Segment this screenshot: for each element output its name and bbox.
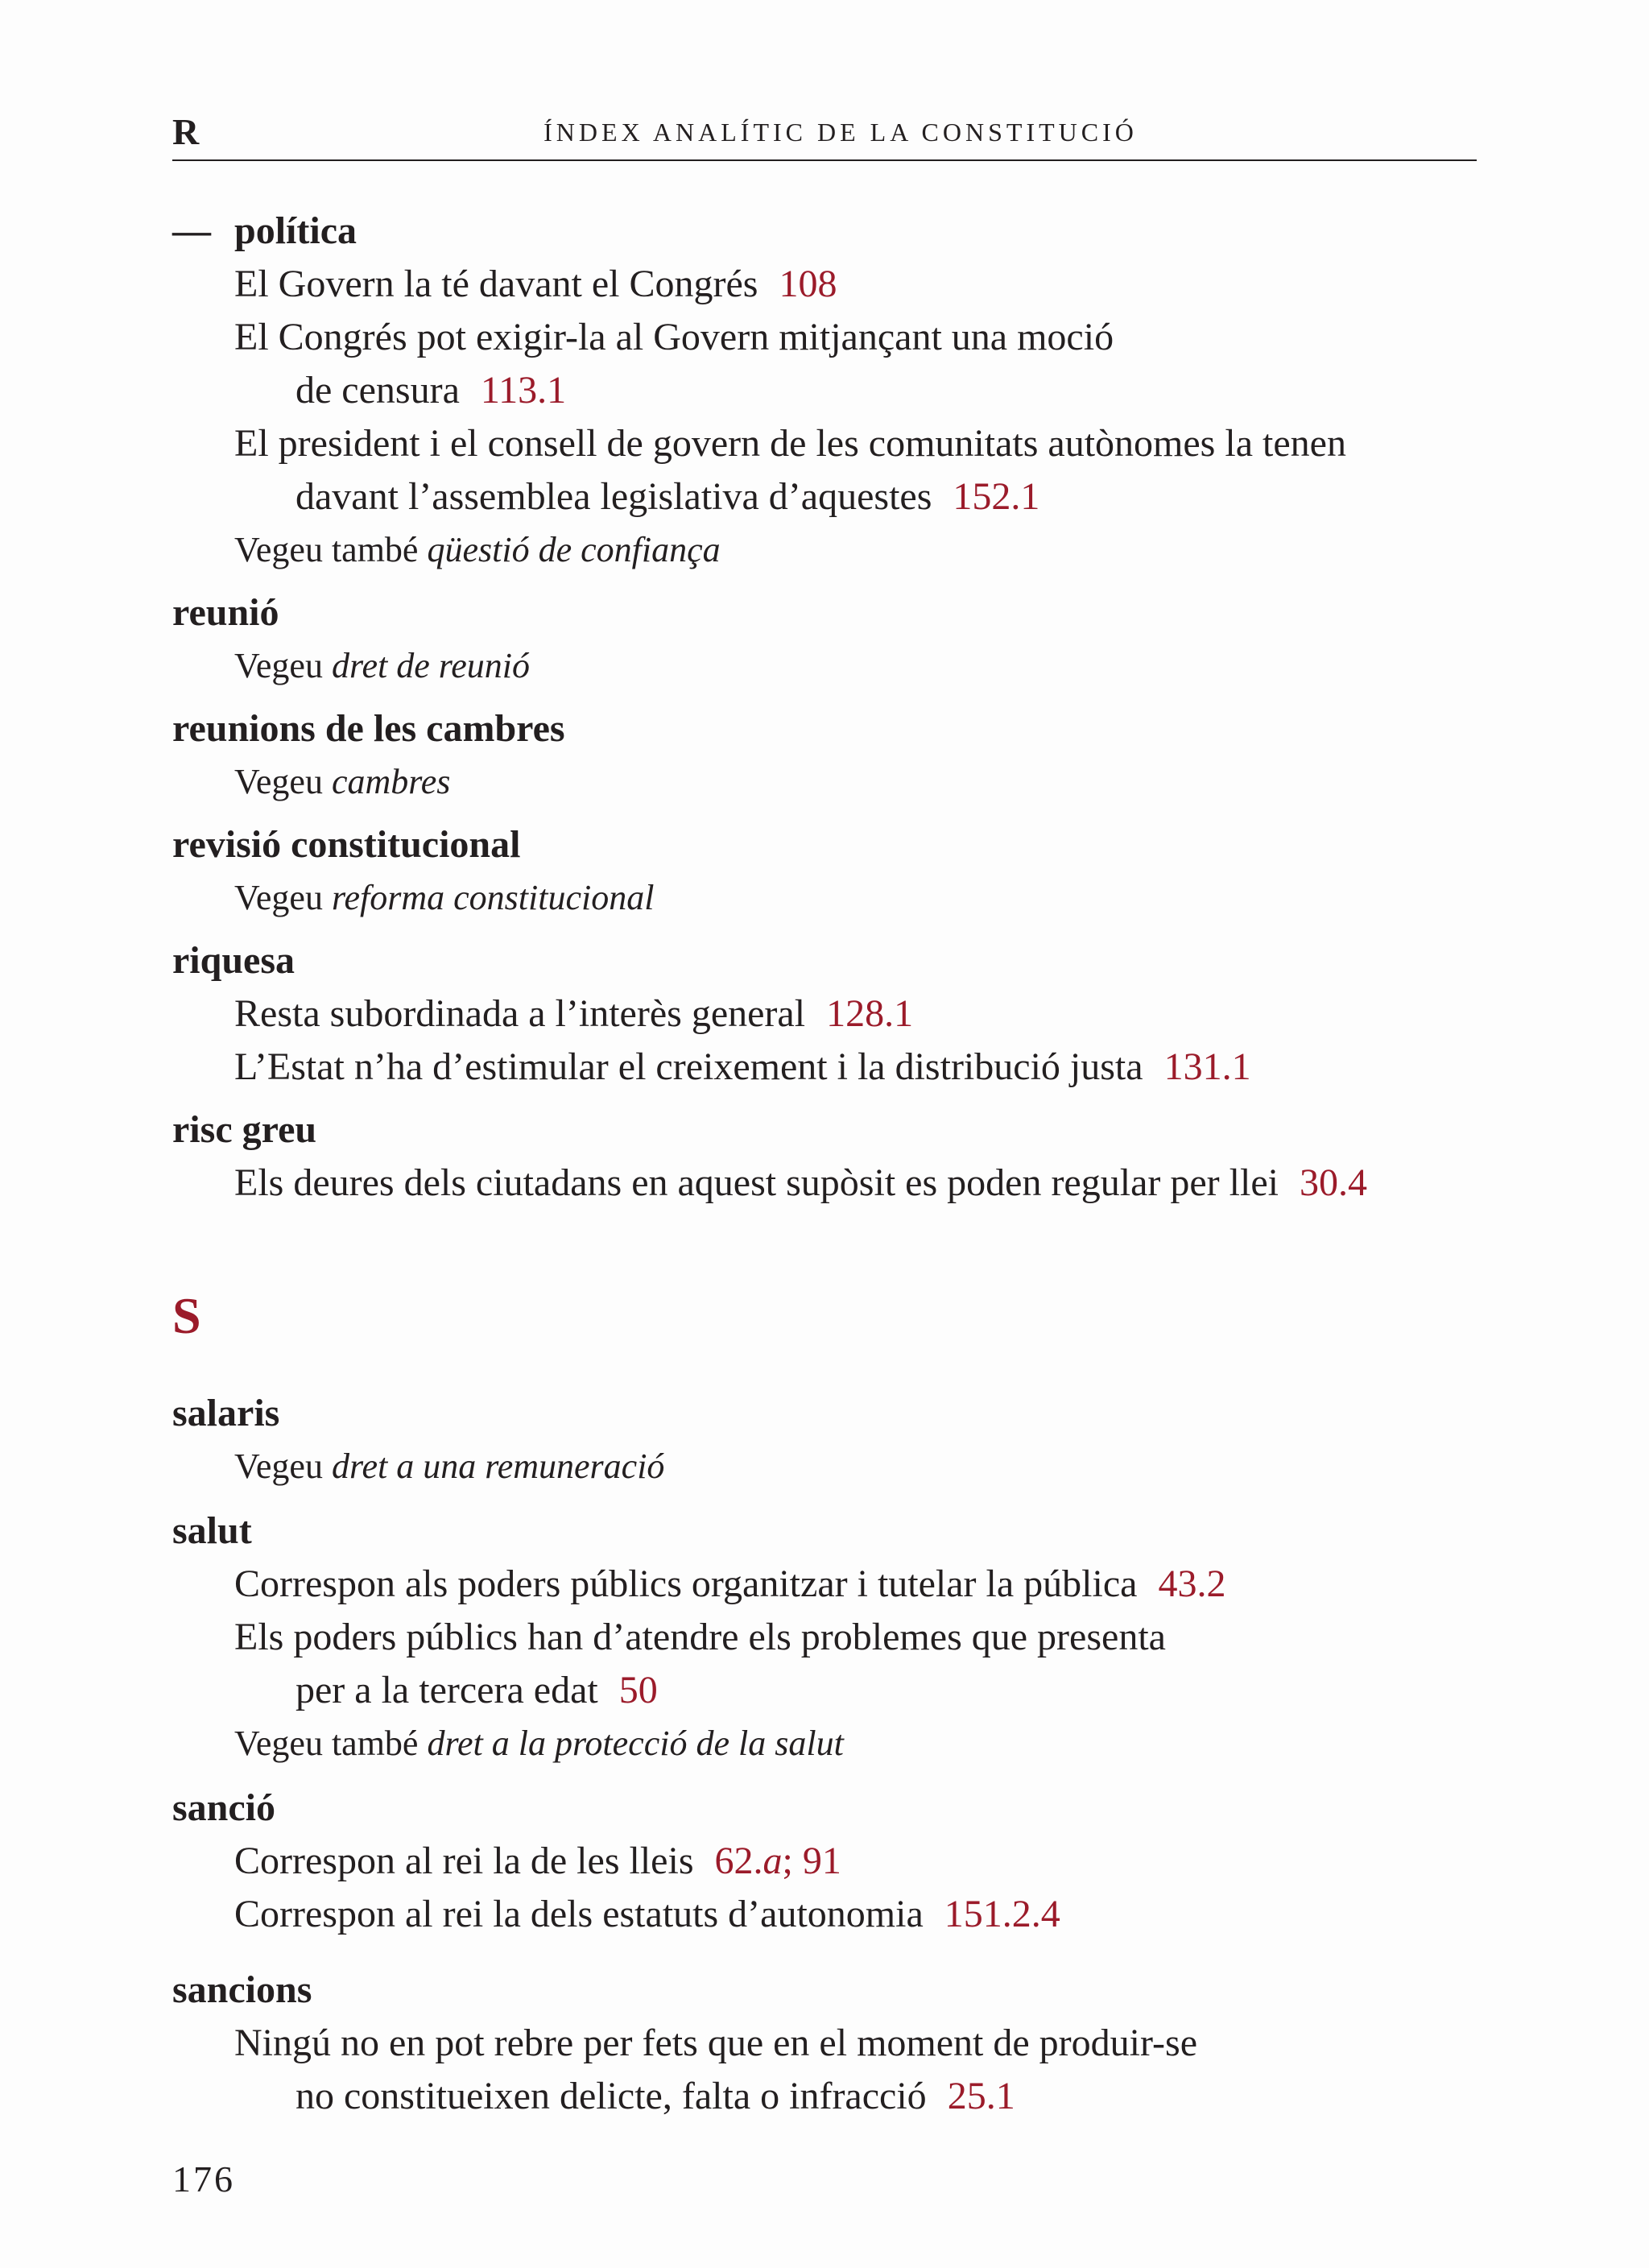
index-line <box>234 987 913 1041</box>
index-text: El Govern la té davant el Congrés <box>234 263 758 305</box>
article-reference: 128.1 <box>826 992 914 1035</box>
article-reference: 113.1 <box>480 369 567 412</box>
index-line <box>234 1041 1251 1094</box>
see-label: Vegeu <box>234 878 323 917</box>
index-subentry-heading <box>172 205 357 258</box>
see-label: Vegeu <box>234 762 323 801</box>
index-text: no constitueixen delicte, falta o infracció <box>295 2075 927 2117</box>
article-reference: 151.2.4 <box>944 1893 1060 1935</box>
index-text: Ningú no en pot rebre per fets que en el moment de produir-se <box>234 2022 1197 2064</box>
see-target: cambres <box>331 762 451 801</box>
index-line <box>234 1888 1060 1941</box>
cross-reference <box>234 871 654 925</box>
index-line-continued <box>295 364 566 417</box>
index-text: per a la tercera edat <box>295 1669 598 1711</box>
see-target: qüestió de confiança <box>427 530 721 569</box>
index-text: davant l’assemblea legislativa d’aquestes <box>295 475 932 518</box>
index-text: El president i el consell de govern de les comunitats autònomes la tenen <box>234 422 1346 465</box>
see-target: dret a la protecció de la salut <box>427 1724 844 1763</box>
article-reference: 25.1 <box>947 2075 1015 2117</box>
index-term: reunió <box>172 591 279 634</box>
see-label: Vegeu també <box>234 1724 419 1763</box>
index-text: Resta subordinada a l’interès general <box>234 992 806 1035</box>
index-term: salaris <box>172 1392 280 1434</box>
see-label: Vegeu <box>234 1446 323 1486</box>
index-term: política <box>234 209 357 252</box>
header-divider <box>172 159 1477 161</box>
article-reference: 152.1 <box>953 475 1040 518</box>
index-line <box>234 1835 841 1888</box>
index-text: Correspon al rei la dels estatuts d’autonomia <box>234 1893 924 1935</box>
article-reference: 131.1 <box>1163 1045 1251 1088</box>
index-line <box>234 2017 1197 2070</box>
index-text: Els poders públics han d’atendre els problemes que presenta <box>234 1616 1166 1658</box>
index-term: risc greu <box>172 1108 317 1151</box>
index-term: revisió constitucional <box>172 823 521 866</box>
article-reference: 108 <box>779 263 837 305</box>
index-text: L’Estat n’ha d’estimular el creixement i la distribució justa <box>234 1045 1143 1088</box>
index-term: salut <box>172 1509 252 1552</box>
index-text: El Congrés pot exigir-la al Govern mitjançant una moció <box>234 316 1114 358</box>
cross-reference <box>234 755 450 809</box>
article-reference: 43.2 <box>1158 1562 1226 1605</box>
see-target: dret a una remuneració <box>331 1446 665 1486</box>
em-dash: — <box>172 209 211 252</box>
see-label: Vegeu <box>234 646 323 685</box>
section-letter-header: R <box>172 111 200 152</box>
reference-part: 62. <box>714 1840 763 1882</box>
page-number: 176 <box>172 2158 235 2200</box>
index-line <box>234 311 1114 364</box>
cross-reference <box>234 1717 844 1770</box>
index-line-continued <box>295 470 1039 524</box>
page-title: ÍNDEX ANALÍTIC DE LA CONSTITUCIÓ <box>543 118 1138 147</box>
index-line <box>234 1611 1166 1664</box>
index-text: de censura <box>295 369 460 412</box>
see-target: dret de reunió <box>331 646 530 685</box>
index-line <box>234 258 837 311</box>
reference-part: a <box>763 1840 783 1882</box>
index-line-continued <box>295 2070 1015 2123</box>
index-line-continued <box>295 1664 658 1717</box>
cross-reference <box>234 524 721 577</box>
index-term: riquesa <box>172 939 295 982</box>
index-term: sanció <box>172 1786 276 1829</box>
index-term: sancions <box>172 1968 312 2011</box>
reference-part: ; 91 <box>782 1840 841 1882</box>
article-reference <box>715 1840 841 1882</box>
index-line <box>234 417 1346 470</box>
running-head <box>172 108 1477 156</box>
index-line <box>234 1558 1225 1611</box>
see-target: reforma constitucional <box>331 878 655 917</box>
index-line <box>234 1157 1367 1210</box>
section-letter: S <box>172 1287 201 1344</box>
index-text: Correspon als poders públics organitzar i tutelar la pública <box>234 1562 1138 1605</box>
index-text: Els deures dels ciutadans en aquest supòsit es poden regular per llei <box>234 1161 1279 1204</box>
index-term: reunions de les cambres <box>172 707 565 750</box>
article-reference: 30.4 <box>1299 1161 1367 1204</box>
see-label: Vegeu també <box>234 530 419 569</box>
article-reference: 50 <box>618 1669 658 1711</box>
index-text: Correspon al rei la de les lleis <box>234 1840 694 1882</box>
cross-reference <box>234 1440 664 1493</box>
cross-reference <box>234 639 530 693</box>
